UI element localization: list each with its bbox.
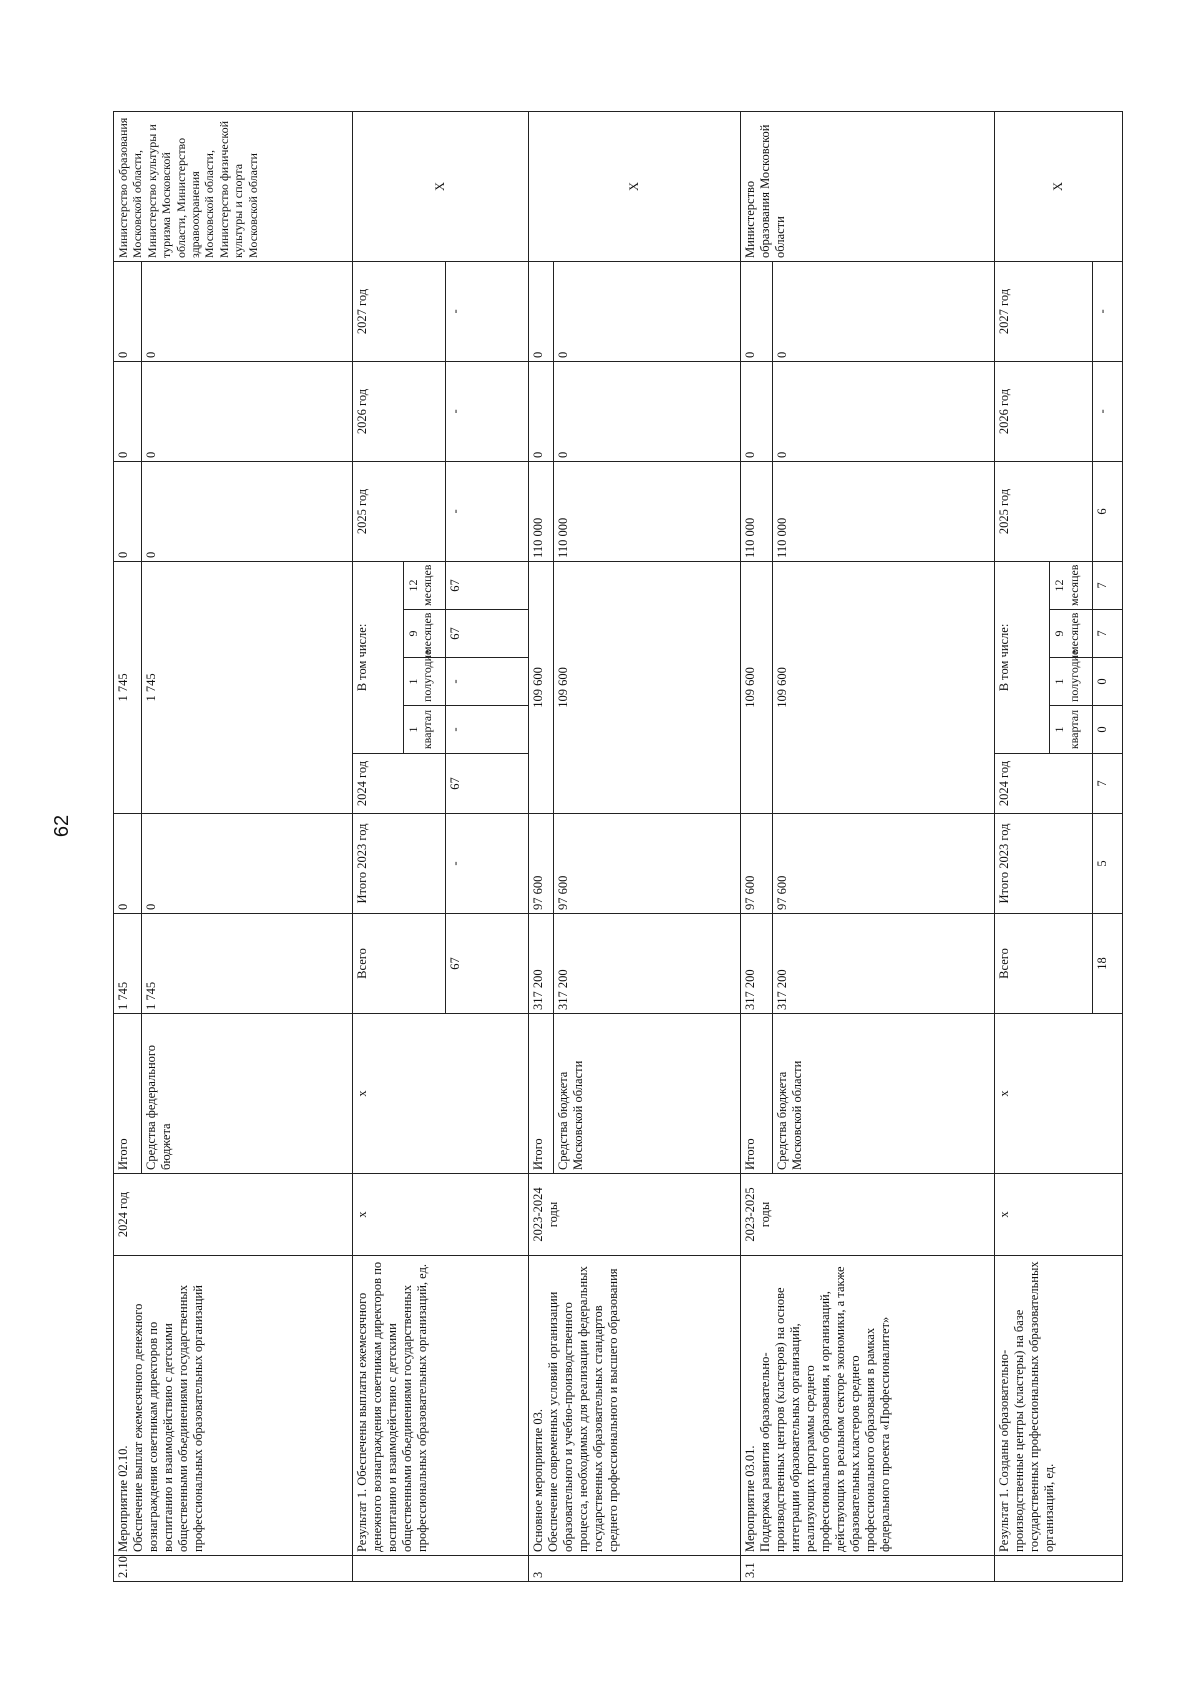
value-2023: 97 600 [529, 814, 554, 914]
value-total: 317 200 [773, 914, 995, 1014]
value-2027: - [446, 261, 529, 361]
value-total: 1 745 [141, 914, 352, 1014]
header-total: Всего [994, 914, 1092, 1014]
table-row [740, 111, 773, 1581]
header-including: В том числе: [353, 561, 403, 753]
table-row [353, 111, 403, 1581]
source: x [994, 1014, 1122, 1174]
value-2027: 0 [554, 261, 740, 361]
value-2023: - [446, 814, 529, 914]
value-m9: 67 [446, 610, 529, 658]
source-total: Итого [114, 1014, 142, 1174]
value-2023: 5 [1092, 814, 1122, 914]
source-total: Итого [529, 1014, 554, 1174]
value-2026: 0 [773, 361, 995, 461]
row-number: 3 [529, 1556, 740, 1582]
value-h1: 0 [1092, 658, 1122, 706]
value-2023: 0 [114, 814, 142, 914]
value-2027: 0 [141, 261, 352, 361]
value-total: 1 745 [114, 914, 142, 1014]
header-h1: 1 полугодие [403, 658, 446, 706]
value-2025: 110 000 [554, 461, 740, 561]
table-row [529, 111, 554, 1581]
header-h1: 1 полугодие [1050, 658, 1093, 706]
source: x [353, 1014, 529, 1174]
result-name: Результат 1. Созданы образовательно-производственные центры (кластеры) на базе государственных профессиональных образовательных организаций, ед. [994, 1256, 1122, 1556]
value-2027: - [1092, 261, 1122, 361]
source-budget: Средства бюджета Московской области [554, 1014, 740, 1174]
value-2027: 0 [740, 261, 773, 361]
value-total: 18 [1092, 914, 1122, 1014]
value-2026: 0 [554, 361, 740, 461]
value-2026: 0 [141, 361, 352, 461]
value-q1: 0 [1092, 706, 1122, 754]
row-number: 2.10 [114, 1556, 353, 1582]
value-m12: 67 [446, 561, 529, 609]
value-2025: 0 [141, 461, 352, 561]
value-2027: 0 [114, 261, 142, 361]
value-2024: 1 745 [141, 561, 352, 813]
measure-name: Мероприятие 02.10. Обеспечение выплат ежемесячного денежного вознаграждения советникам директоров по воспитанию и взаимодействию с детскими общественными объединениями государственных профессиональных образовательных организаций [114, 1256, 353, 1556]
table-row [114, 111, 142, 1581]
period: x [353, 1174, 529, 1256]
value-q1: - [446, 706, 529, 754]
header-2025: 2025 год [994, 461, 1092, 561]
header-2027: 2027 год [994, 261, 1092, 361]
value-2024: 1 745 [114, 561, 142, 813]
value-2025: 110 000 [740, 461, 773, 561]
value-2026: - [1092, 361, 1122, 461]
value-2023: 97 600 [740, 814, 773, 914]
header-q1: 1 квартал [403, 706, 446, 754]
header-m12: 12 месяцев [403, 561, 446, 609]
responsible: X [353, 111, 529, 261]
value-2027: 0 [773, 261, 995, 361]
value-2025: 110 000 [773, 461, 995, 561]
header-q1: 1 квартал [1050, 706, 1093, 754]
header-including: В том числе: [994, 561, 1049, 753]
header-m9: 9 месяцев [1050, 610, 1093, 658]
header-2024: 2024 год [353, 754, 446, 814]
header-2023: Итого 2023 год [994, 814, 1092, 914]
table-row [994, 111, 1049, 1581]
value-2024: 109 600 [773, 561, 995, 813]
header-total: Всего [353, 914, 446, 1014]
page-number: 62 [51, 814, 73, 838]
row-number: 3.1 [740, 1556, 994, 1582]
value-2027: 0 [529, 261, 554, 361]
value-2025: 110 000 [529, 461, 554, 561]
header-2026: 2026 год [994, 361, 1092, 461]
measure-name: Основное мероприятие 03. Обеспечение современных условий организации образовательного и учебно-производственного процесса, необходимых для реализации федеральных государственных образовательных стандартов среднего профессионального и высшего образования [529, 1256, 740, 1556]
value-2023: 97 600 [554, 814, 740, 914]
responsible: X [994, 111, 1122, 261]
header-2025: 2025 год [353, 461, 446, 561]
value-2026: 0 [114, 361, 142, 461]
value-2025: 6 [1092, 461, 1122, 561]
value-2024: 109 600 [529, 561, 554, 813]
value-m12: 7 [1092, 561, 1122, 609]
period: x [994, 1174, 1122, 1256]
value-2023: 97 600 [773, 814, 995, 914]
value-2024: 7 [1092, 754, 1122, 814]
value-total: 317 200 [554, 914, 740, 1014]
header-2023: Итого 2023 год [353, 814, 446, 914]
value-total: 317 200 [740, 914, 773, 1014]
program-table [113, 111, 1123, 1582]
source-budget: Средства бюджета Московской области [773, 1014, 995, 1174]
value-2026: 0 [740, 361, 773, 461]
responsible: Министерство образования Московской области, Министерство культуры и туризма Московской области, Министерство здравоохранения Московской области, Министерство физической культуры и спорта Московской области [114, 111, 353, 261]
header-2027: 2027 год [353, 261, 446, 361]
header-2026: 2026 год [353, 361, 446, 461]
value-2024: 109 600 [740, 561, 773, 813]
header-m9: 9 месяцев [403, 610, 446, 658]
value-2026: 0 [529, 361, 554, 461]
value-2024: 67 [446, 754, 529, 814]
rotated-table-container [113, 112, 1123, 1582]
header-m12: 12 месяцев [1050, 561, 1093, 609]
value-m9: 7 [1092, 610, 1122, 658]
result-name: Результат 1. Обеспечены выплаты ежемесячного денежного вознаграждения советникам директоров по воспитанию и взаимодействию с детскими общественными объединениями государственных профессиональных образовательных организаций, ед. [353, 1256, 529, 1556]
period: 2023-2025 годы [740, 1174, 994, 1256]
measure-name: Мероприятие 03.01. Поддержка развития образовательно-производственных центров (кластеров) на основе интеграции образовательных организаций, реализующих программы среднего профессионального образования, и организаций, действующих в реальном секторе экономики, а также образовательных кластеров среднего профессионального образования в рамках федерального проекта «Профессионалитет» [740, 1256, 994, 1556]
header-2024: 2024 год [994, 754, 1092, 814]
value-total: 317 200 [529, 914, 554, 1014]
value-2026: - [446, 361, 529, 461]
responsible: X [529, 111, 740, 261]
period: 2023-2024 годы [529, 1174, 740, 1256]
source-budget: Средства федерального бюджета [141, 1014, 352, 1174]
period: 2024 год [114, 1174, 353, 1256]
value-2025: - [446, 461, 529, 561]
value-2025: 0 [114, 461, 142, 561]
source-total: Итого [740, 1014, 773, 1174]
value-h1: - [446, 658, 529, 706]
value-2023: 0 [141, 814, 352, 914]
value-total: 67 [446, 914, 529, 1014]
value-2024: 109 600 [554, 561, 740, 813]
responsible: Министерство образования Московской области [740, 111, 994, 261]
